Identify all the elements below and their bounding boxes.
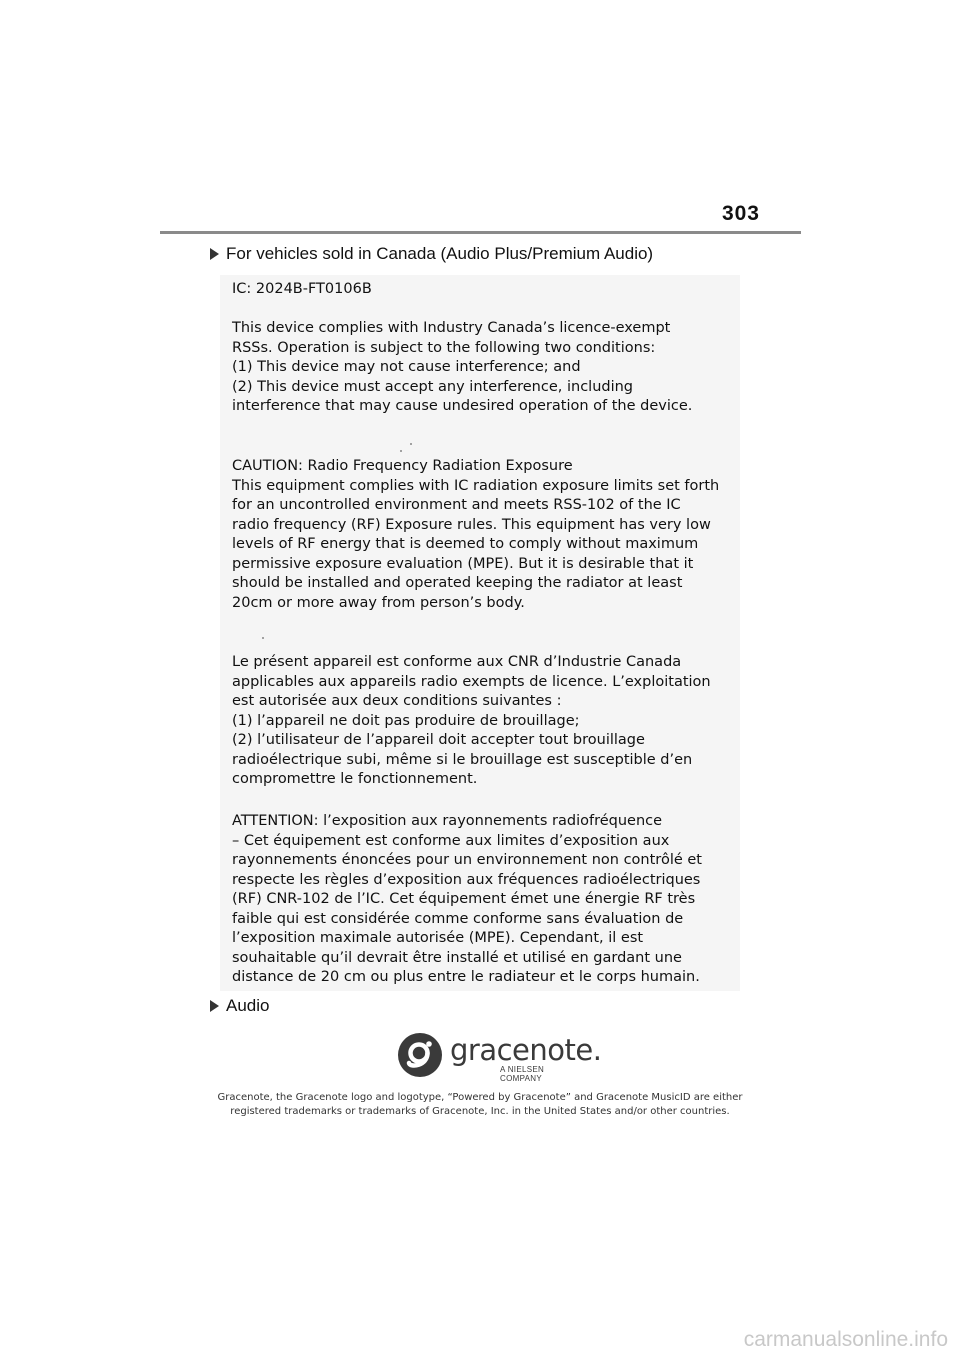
arrow-right-icon [210,1000,219,1012]
text-line: distance de 20 cm ou plus entre le radiateur et le corps humain. [232,969,700,985]
section-heading-audio [210,996,269,1016]
text-line: interference that may cause undesired operation of the device. [232,398,693,414]
text-line: – Cet équipement est conforme aux limites d’exposition aux [232,832,670,849]
text-line: (2) This device must accept any interference, including [232,378,634,395]
footer-watermark: carmanualsonline.info [743,1328,948,1351]
text-line: This device complies with Industry Canada’s licence-exempt [232,320,671,336]
english-compliance-block [232,319,692,417]
arrow-right-icon [210,248,219,260]
text-line: CAUTION: Radio Frequency Radiation Exposure [232,458,573,474]
text-line: for an uncontrolled environment and meets RSS-102 of the IC [232,497,681,513]
scan-speck [400,450,402,452]
section-heading-canada-text: For vehicles sold in Canada (Audio Plus/Premium Audio) [226,244,654,263]
text-line: (1) This device may not cause interference; and [232,359,581,375]
text-line: souhaitable qu’il devrait être installé et utilisé en gardant une [232,949,682,966]
text-line: registered trademarks or trademarks of Gracenote, Inc. in the United States and/or other countries. [230,1106,730,1117]
regulatory-notice-image [220,275,740,991]
text-line: radio frequency (RF) Exposure rules. This equipment has very low [232,516,711,533]
ic-id-text: IC: 2024B-FT0106B [232,281,372,297]
text-line: Gracenote, the Gracenote logo and logotype, “Powered by Gracenote” and Gracenote MusicID are either [217,1092,743,1103]
french-compliance-block [232,653,711,790]
text-line: rayonnements énoncées pour un environnement non contrôlé et [232,852,702,868]
gracenote-mark-icon [398,1033,442,1077]
text-line: radioélectrique subi, même si le brouillage est susceptible d’en [232,751,693,768]
section-heading-canada [210,244,653,264]
text-line: faible qui est considérée comme conforme sans évaluation de [232,910,684,927]
trademark-notice [200,1091,760,1119]
text-line: RSSs. Operation is subject to the following two conditions: [232,339,656,356]
text-line: levels of RF energy that is deemed to comply without maximum [232,536,699,552]
text-line: Le présent appareil est conforme aux CNR d’Industrie Canada [232,654,682,670]
text-line: (2) l’utilisateur de l’appareil doit accepter tout brouillage [232,732,645,748]
text-line: applicables aux appareils radio exempts de licence. L’exploitation [232,673,711,690]
english-caution-block [232,457,719,613]
text-line: permissive exposure evaluation (MPE). But it is desirable that it [232,555,694,572]
text-line: 20cm or more away from person’s body. [232,594,525,611]
gracenote-logo [398,1033,602,1083]
section-heading-audio-text: Audio [226,996,270,1015]
text-line: should be installed and operated keeping the radiator at least [232,575,683,591]
scan-speck [262,637,264,639]
text-line: (RF) CNR-102 de l’IC. Cet équipement émet une énergie RF très [232,891,696,907]
gracenote-tagline: A NIELSEN COMPANY [500,1065,545,1083]
scan-speck [410,443,412,445]
text-line: ATTENTION: l’exposition aux rayonnements radiofréquence [232,813,663,829]
page-number: 303 [721,202,760,225]
text-line: This equipment complies with IC radiation exposure limits set forth [232,477,720,494]
text-line: respecte les règles d’exposition aux fréquences radioélectriques [232,871,701,888]
ic-id [232,280,372,300]
text-line: (1) l’appareil ne doit pas produire de brouillage; [232,712,580,729]
text-line: compromettre le fonctionnement. [232,771,478,787]
french-attention-block [232,812,702,988]
text-line: l’exposition maximale autorisée (MPE). Cependant, il est [232,930,644,946]
text-line: est autorisée aux deux conditions suivantes : [232,693,562,709]
gracenote-wordmark: gracenote. [450,1033,602,1067]
header-rule [160,231,801,234]
